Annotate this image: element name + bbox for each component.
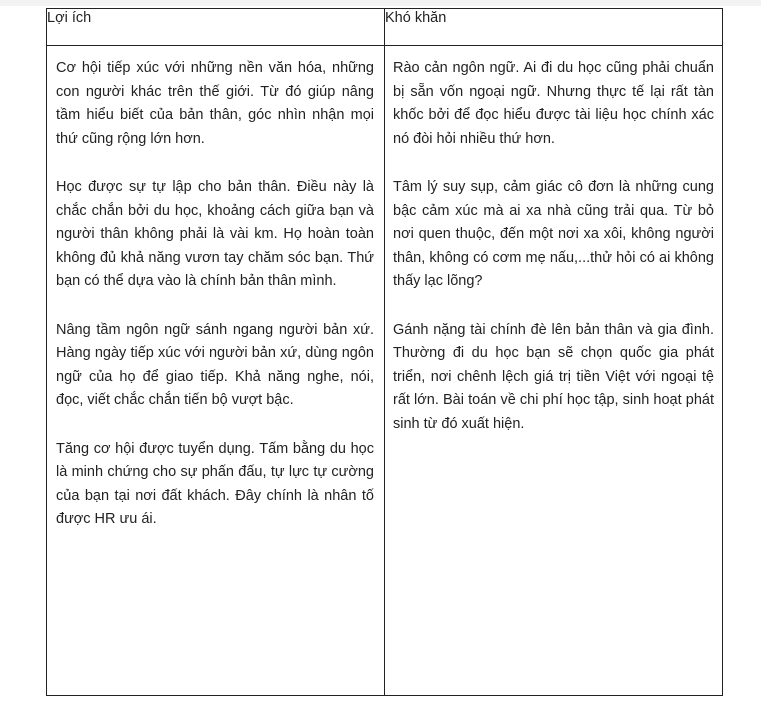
top-edge-strip bbox=[0, 0, 761, 6]
table-row bbox=[47, 46, 723, 696]
comparison-table bbox=[46, 8, 723, 696]
benefit-paragraph: Học được sự tự lập cho bản thân. Điều này là chắc chắn bởi du học, khoảng cách giữa bạn và người thân không phải là vài km. Họ hoàn toàn không đủ khả năng vươn tay chăm sóc bạn. Thứ bạn có thể dựa vào là chính bản thân mình. bbox=[56, 179, 374, 289]
table-header-row bbox=[47, 9, 723, 46]
benefit-paragraph: Nâng tầm ngôn ngữ sánh ngang người bản xứ. Hàng ngày tiếp xúc với người bản xứ, dùng ngôn ngữ của họ để giao tiếp. Khả năng nghe, nói, đọc, viết chắc chắn tiến bộ vượt bậc. bbox=[56, 321, 374, 408]
benefit-paragraph: Tăng cơ hội được tuyển dụng. Tấm bằng du học là minh chứng cho sự phấn đấu, tự lực tự cường của bạn tại nơi đất khách. Đây chính là nhân tố được HR ưu ái. bbox=[56, 440, 374, 527]
difficulty-paragraph: Tâm lý suy sụp, cảm giác cô đơn là những cung bậc cảm xúc mà ai xa nhà cũng trải qua. Từ bỏ nơi quen thuộc, đến một nơi xa xôi, không người thân, không có cơm mẹ nấu,...thử hỏi có ai không thấy lạc lõng? bbox=[393, 179, 714, 289]
header-benefits: Lợi ích bbox=[47, 9, 385, 46]
benefit-paragraph: Cơ hội tiếp xúc với những nền văn hóa, những con người khác trên thế giới. Từ đó giúp nâng tầm hiểu biết của bản thân, góc nhìn nhận mọi thứ cũng rộng lớn hơn. bbox=[56, 60, 374, 147]
difficulties-cell bbox=[385, 46, 723, 696]
header-difficulties: Khó khăn bbox=[385, 9, 723, 46]
difficulty-paragraph: Gánh nặng tài chính đè lên bản thân và gia đình. Thường đi du học bạn sẽ chọn quốc gia phát triển, nơi chênh lệch giá trị tiền Việt với ngoại tệ rất lớn. Bài toán về chi phí học tập, sinh hoạt phát sinh từ đó xuất hiện. bbox=[393, 321, 714, 432]
difficulty-paragraph: Rào cản ngôn ngữ. Ai đi du học cũng phải chuẩn bị sẵn vốn ngoại ngữ. Nhưng thực tế lại rất tàn khốc bởi để đọc hiểu được tài liệu học chính xác nó đòi hỏi nhiều thứ hơn. bbox=[393, 60, 714, 147]
benefits-cell bbox=[47, 46, 385, 696]
